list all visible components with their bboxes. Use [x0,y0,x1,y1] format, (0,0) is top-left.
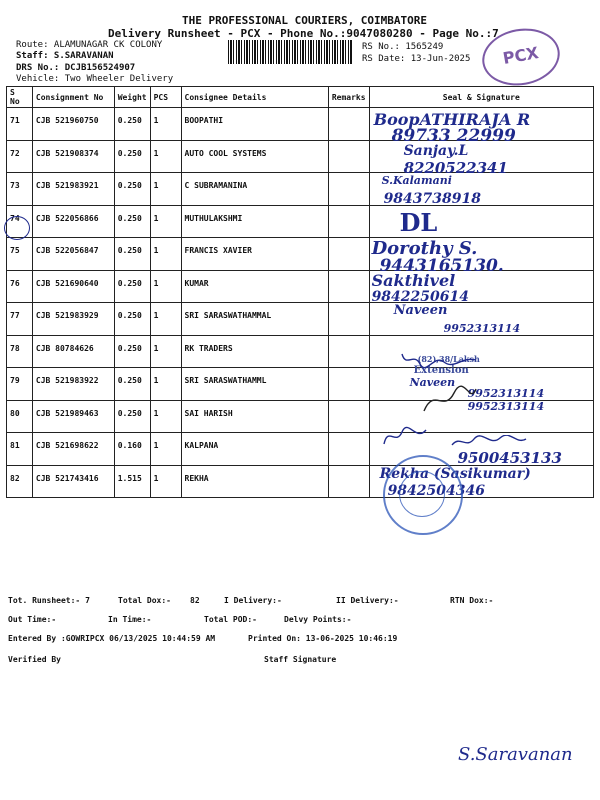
pcs: 1 [150,368,181,401]
weight: 0.250 [114,108,150,141]
consignment-no: CJB 521743416 [32,465,114,498]
total-dox-label: Total Dox:- [118,596,171,605]
handwritten-name: Rekha (Sasikumar) [379,465,531,482]
vehicle: Vehicle: Two Wheeler Delivery [16,74,174,84]
handwritten-phone: 9952313114 [443,322,521,335]
signature-cell [369,140,593,177]
col-consignee: Consignee Details [181,87,328,108]
sno: 80 [7,400,33,433]
sno: 71 [7,108,33,141]
rs-date: RS Date: 13-Jun-2025 [362,54,471,64]
table-row [7,368,594,401]
signature-cell [369,108,593,146]
remarks [328,335,369,368]
consignee: KALPANA [181,433,328,466]
staff-handwritten-signature: S.Saravanan [458,744,573,765]
table-row [7,140,594,173]
handwritten-phone: 8220522341 [403,158,508,177]
handwritten-phone: 89733 22999 [391,126,516,146]
consignment-no: CJB 521989463 [32,400,114,433]
sno: 81 [7,433,33,466]
total-dox-value: 82 [190,596,200,605]
consignee: C SUBRAMANINA [181,173,328,206]
sno: 75 [7,238,33,271]
handwritten-phone: 9842250614 [371,288,469,305]
weight: 0.250 [114,270,150,303]
col-sno: S No [7,87,33,108]
col-consignment: Consignment No [32,87,114,108]
staff: Staff: S.SARAVANAN [16,51,114,61]
weight: 0.160 [114,433,150,466]
handwritten-name: Sanjay.L [403,142,469,159]
weight: 0.250 [114,205,150,238]
weight: 0.250 [114,173,150,206]
handwritten-name: Sakthivel [371,270,456,290]
handwritten-name: BoopATHIRAJA R [373,110,531,129]
table-row [7,433,594,466]
signature-cell [369,303,593,336]
pcs: 1 [150,465,181,498]
sno: 82 [7,465,33,498]
remarks [328,465,369,498]
sno: 79 [7,368,33,401]
i-delivery: I Delivery:- [224,596,282,605]
remarks [328,238,369,271]
in-time: In Time:- [108,615,152,624]
table-row [7,108,594,141]
out-time: Out Time:- [8,615,57,624]
consignee: RK TRADERS [181,335,328,368]
sno: 78 [7,335,33,368]
pcs: 1 [150,205,181,238]
signature-cell [369,238,593,276]
consignment-no: CJB 521983929 [32,303,114,336]
runsheet-table [6,86,594,498]
handwritten-phone: 9952313114 [467,399,545,413]
printed-on: Printed On: 13-06-2025 10:46:19 [248,634,398,643]
rs-number: RS No.: 1565249 [362,42,444,52]
pcs: 1 [150,140,181,173]
pcs: 1 [150,173,181,206]
weight: 0.250 [114,238,150,271]
consignee: KUMAR [181,270,328,303]
runsheet-subtitle: Delivery Runsheet - PCX - Phone No.:9047080280 - Page No.:7 [108,27,499,40]
handwritten-signature [400,350,480,370]
handwritten-signature [420,385,480,415]
consignment-no: CJB 521908374 [32,140,114,173]
weight: 0.250 [114,140,150,173]
round-seal-stamp [383,455,463,535]
handwritten-phone: 9842504346 [387,482,485,499]
handwritten-name: S.Kalamani [381,174,452,187]
stamp-extension-text: Extension [413,365,469,376]
table-row [7,205,594,238]
consignment-no: CJB 521983921 [32,173,114,206]
pcs: 1 [150,335,181,368]
ii-delivery: II Delivery:- [336,596,399,605]
pcs: 1 [150,108,181,141]
weight: 0.250 [114,368,150,401]
stamp-address-text: (82),38/Laksh [417,353,480,364]
handwritten-phone: 9952313114 [467,387,545,400]
consignee: SRI SARASWATHAMML [181,368,328,401]
signature-cell [369,270,593,303]
consignment-no: CJB 521690640 [32,270,114,303]
rtn-dox: RTN Dox:- [450,596,494,605]
handwritten-name: DL [399,207,438,237]
handwritten-name: Dorothy S. [371,238,478,259]
remarks [328,368,369,401]
sno: 76 [7,270,33,303]
signature-cell [369,173,593,206]
weight: 0.250 [114,400,150,433]
consignee: SRI SARASWATHAMMAL [181,303,328,336]
handwritten-name: Naveen [393,303,448,318]
entered-by: Entered By :GOWRIPCX 06/13/2025 10:44:59 AM [8,634,216,643]
table-row [7,335,594,368]
consignment-no: CJB 521698622 [32,433,114,466]
sno: 74 [7,205,33,238]
company-title: THE PROFESSIONAL COURIERS, COIMBATORE [182,14,428,27]
remarks [328,108,369,141]
table-row [7,465,594,498]
sno: 77 [7,303,33,336]
weight: 1.515 [114,465,150,498]
consignee: REKHA [181,465,328,498]
consignee: FRANCIS XAVIER [181,238,328,271]
consignee: SAI HARISH [181,400,328,433]
table-row [7,173,594,206]
total-pod: Total POD:- [204,615,257,624]
pcs: 1 [150,270,181,303]
staff-signature-label: Staff Signature [264,655,337,664]
consignment-no: CJB 521960750 [32,108,114,141]
remarks [328,400,369,433]
table-row [7,400,594,433]
sno: 72 [7,140,33,173]
delvy-points: Delvy Points:- [284,615,352,624]
table-row [7,303,594,336]
handwritten-signature [450,435,530,449]
handwritten-signature [380,424,430,448]
handwritten-phone: 9443165130. [379,256,504,276]
consignee: BOOPATHI [181,108,328,141]
weight: 0.250 [114,335,150,368]
handwritten-name: Naveen [409,376,456,389]
circled-row-mark [4,216,30,240]
table-row [7,238,594,271]
consignee: MUTHULAKSHMI [181,205,328,238]
pcs: 1 [150,238,181,271]
drs-number: DRS No.: DCJB156524907 [16,63,136,73]
col-pcs: PCS [150,87,181,108]
consignment-no: CJB 522056866 [32,205,114,238]
consignment-no: CJB 80784626 [32,335,114,368]
consignee: AUTO COOL SYSTEMS [181,140,328,173]
pcx-stamp: PCX [478,23,565,92]
table-header-row [7,87,594,108]
barcode [228,40,353,64]
col-remarks: Remarks [328,87,369,108]
col-weight: Weight [114,87,150,108]
remarks [328,205,369,238]
consignment-no: CJB 521983922 [32,368,114,401]
handwritten-phone: 9500453133 [457,449,562,467]
consignment-no: CJB 522056847 [32,238,114,271]
table-row [7,270,594,303]
pcs: 1 [150,433,181,466]
pcs: 1 [150,400,181,433]
weight: 0.250 [114,303,150,336]
remarks [328,303,369,336]
remarks [328,140,369,173]
tot-runsheet: Tot. Runsheet:- 7 [8,596,90,605]
sno: 73 [7,173,33,206]
verified-by: Verified By [8,655,61,664]
signature-cell [369,205,593,238]
col-signature: Seal & Signature [369,87,593,108]
remarks [328,270,369,303]
handwritten-phone: 9843738918 [383,191,481,207]
pcs: 1 [150,303,181,336]
route: Route: ALAMUNAGAR CK COLONY [16,40,163,50]
remarks [328,433,369,466]
remarks [328,173,369,206]
signature-cell [369,365,593,401]
